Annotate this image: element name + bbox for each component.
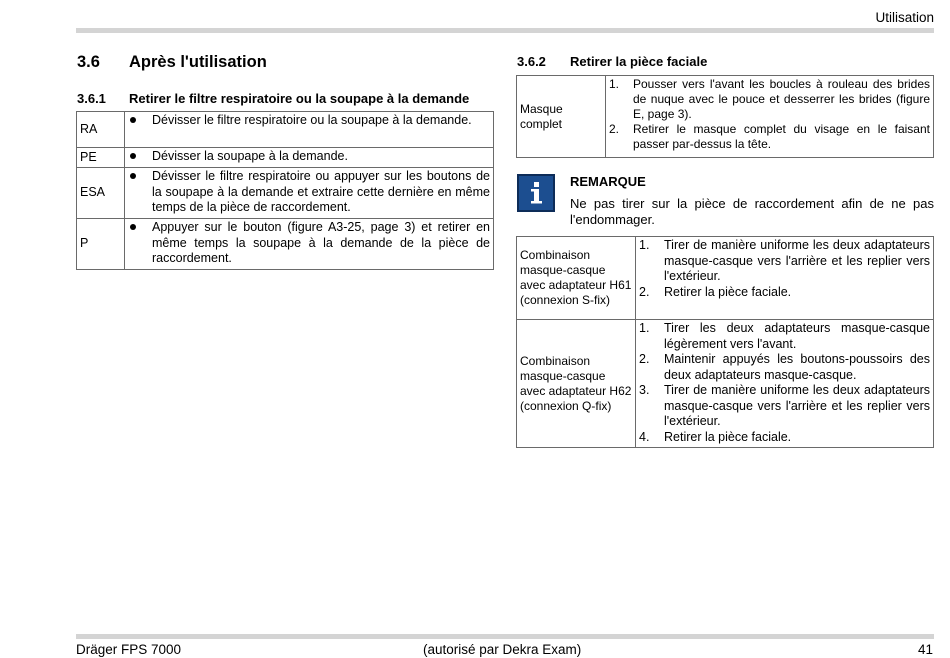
table-row [77, 112, 494, 148]
footer-rule [76, 634, 934, 639]
step-number: 1. [609, 77, 620, 91]
row-label: P [77, 219, 125, 270]
list-item [639, 321, 930, 352]
info-icon [517, 174, 555, 212]
subsection-title: Retirer la pièce faciale [570, 54, 708, 69]
list-item [639, 238, 930, 285]
subsection-number: 3.6.2 [517, 54, 546, 69]
step-number: 4. [639, 429, 650, 444]
table-row [77, 219, 494, 270]
footer-approval: (autorisé par Dekra Exam) [423, 642, 582, 657]
list-item [639, 383, 930, 430]
note-text: Ne pas tirer sur la pièce de raccordement afin de ne pas l'endommager. [570, 196, 934, 227]
combo-label: Combinaison masque-casque avec adaptateur H62 (connexion Q-fix) [517, 320, 636, 448]
list-item [609, 122, 930, 152]
step-text: Retirer le masque complet du visage en le faisant passer par-dessus la tête. [633, 122, 930, 151]
mask-label: Masque complet [517, 76, 606, 158]
table-row [517, 320, 934, 448]
step-number: 1. [639, 238, 650, 252]
header-section-title: Utilisation [875, 10, 934, 25]
header-rule [76, 28, 934, 33]
row-text: Dévisser le filtre respiratoire ou la soupape à la demande. [152, 113, 472, 127]
step-number: 1. [639, 321, 650, 335]
section-number: 3.6 [77, 53, 100, 71]
mask-table [516, 75, 934, 158]
combo-table [516, 236, 934, 448]
page-number: 41 [917, 642, 933, 657]
left-table [76, 111, 494, 270]
table-row [517, 76, 934, 158]
section-title: Après l'utilisation [129, 53, 267, 71]
step-text: Retirer la pièce faciale. [664, 429, 792, 444]
subsection-number: 3.6.1 [77, 91, 106, 106]
section-heading [77, 53, 267, 72]
bullet-icon [128, 220, 152, 267]
step-text: Retirer la pièce faciale. [664, 284, 792, 299]
row-text: Dévisser la soupape à la demande. [152, 149, 348, 163]
bullet-icon [128, 169, 152, 216]
list-item [609, 77, 930, 122]
list-item [639, 352, 930, 383]
combo-label: Combinaison masque-casque avec adaptateur H61 (connexion S-fix) [517, 237, 636, 320]
row-label: ESA [77, 168, 125, 219]
step-number: 2. [609, 122, 620, 136]
row-text: Appuyer sur le bouton (figure A3-25, page 3) et retirer en même temps la soupape à la demande de la pièce de raccordement. [152, 220, 490, 265]
row-label: PE [77, 148, 125, 168]
row-text: Dévisser le filtre respiratoire ou appuyer sur les boutons de la soupape à la demande et extraire cette dernière en même temps de la pièce de raccordement. [152, 169, 490, 214]
table-row [517, 237, 934, 320]
bullet-icon [128, 149, 152, 165]
step-text: Tirer de manière uniforme les deux adaptateurs masque-casque vers l'arrière et les replier vers l'extérieur. [664, 383, 930, 428]
step-number: 3. [639, 383, 650, 397]
subsection-heading-3-6-1 [77, 91, 497, 106]
table-row [77, 168, 494, 219]
row-label: RA [77, 112, 125, 148]
step-number: 2. [639, 284, 650, 299]
bullet-icon [128, 113, 152, 129]
list-item [639, 285, 930, 301]
step-text: Tirer de manière uniforme les deux adaptateurs masque-casque vers l'arrière et les replier vers l'extérieur. [664, 238, 930, 283]
step-text: Pousser vers l'avant les boucles à rouleau des brides de nuque avec le pouce et desserrer les brides (figure E, page 3). [633, 77, 930, 121]
subsection-heading-3-6-2 [517, 54, 937, 69]
note-title: REMARQUE [570, 174, 646, 189]
table-row [77, 148, 494, 168]
step-number: 2. [639, 352, 650, 366]
subsection-title: Retirer le filtre respiratoire ou la soupape à la demande [129, 91, 470, 106]
step-text: Maintenir appuyés les boutons-poussoirs des deux adaptateurs masque-casque. [664, 352, 930, 382]
step-text: Tirer les deux adaptateurs masque-casque légèrement vers l'avant. [664, 321, 930, 351]
footer-product: Dräger FPS 7000 [76, 642, 182, 657]
list-item [639, 430, 930, 446]
